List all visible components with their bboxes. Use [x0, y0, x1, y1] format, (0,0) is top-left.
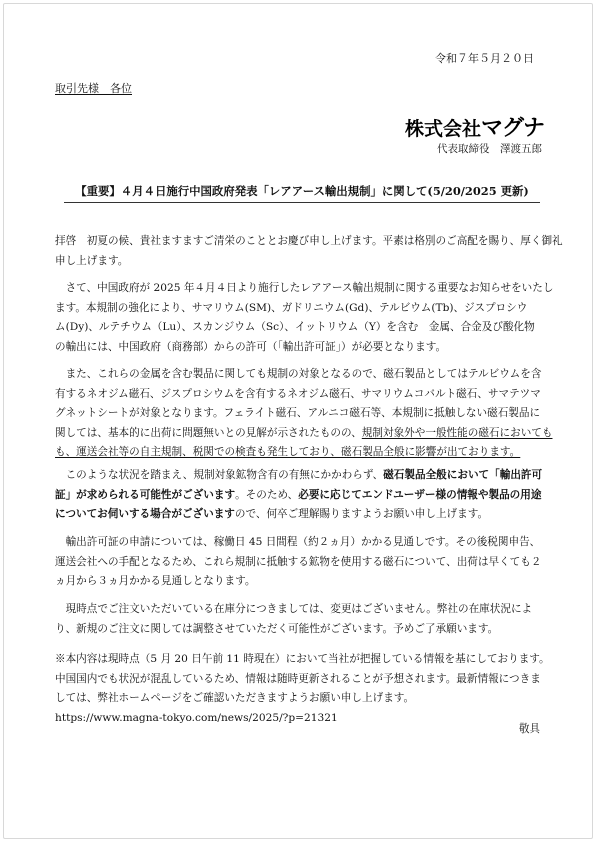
text-line: の輸出には、中国政府（商務部）からの許可（「輸出許可証」）が必要となります。: [55, 340, 447, 353]
bold-text: についてお伺いする場合がございます: [55, 508, 235, 520]
bold-text: 磁石製品全般において「輸出許可: [383, 469, 543, 481]
underlined-text: 規制対象外や一般性能の磁石においても: [361, 426, 553, 439]
text-segment: 。そのため、: [235, 488, 299, 501]
text-line: ※本内容は現時点（5 月 20 日午前 11 時現在）において当社が把握している情報を基にしております。: [55, 653, 550, 665]
text-line: 運送会社への手配となるため、これら規制に抵触する鉱物を使用する磁石について、出荷は早くても２: [55, 555, 542, 568]
text-line: り、新規のご注文に関しては調整させていただく可能性がございます。予めご了承願います。: [55, 622, 499, 635]
text-line: [55, 505, 545, 525]
representative: 代表取締役 澤渡五郎: [437, 143, 542, 155]
text-segment: このような状況を踏まえ、規制対象鉱物含有の有無にかかわらず、: [55, 469, 384, 481]
logo-name: マグナ: [480, 116, 544, 141]
text-line: 有するネオジム磁石、ジスプロシウムを含有するネオジム磁石、サマリウムコバルト磁石、サマテツマ: [55, 387, 541, 400]
text-line: [55, 466, 545, 486]
text-line: ム(Dy)、ルテチウム（Lu）、スカンジウム（Sc）、イットリウム（Y）を含む 金属、合金及び酸化物: [55, 321, 535, 333]
news-url-link[interactable]: https://www.magna-tokyo.com/news/2025/?p=21321: [55, 711, 338, 724]
text-segment: ので、何卒ご理解賜りますようお願い申し上げます。: [234, 508, 489, 520]
text-line: グネットシートが対象となります。フェライト磁石、アルニコ磁石等、本規制に抵触しない磁石製品に: [55, 407, 541, 419]
text-line: 現時点でご注文いただいている在庫分につきましては、変更はございません。弊社の在庫状況によ: [55, 603, 533, 615]
closing-remark: 敬具: [518, 723, 540, 735]
text-line: [55, 424, 553, 444]
text-line: ます。本規制の強化により、サマリウム(SM)、ガドリニウム(Gd)、テルビウム(Tb)、ジスプロシウ: [55, 301, 528, 314]
logo-prefix: 株式会社: [404, 118, 481, 140]
document-date: 令和７年５月２０日: [435, 52, 534, 65]
text-line: [55, 486, 545, 506]
text-line: また、これらの金属を含む製品に関しても規制の対象となるので、磁石製品としてはテルビウムを含: [55, 368, 542, 380]
paragraph-magnets: [55, 365, 553, 463]
paragraph-note: [55, 650, 550, 728]
underlined-line: も、運送会社等の自主規制、税関での検査も発生しており、磁石製品全般に影響が出ております。: [55, 446, 521, 458]
company-logo: [405, 111, 544, 142]
paragraph-regulation: [55, 279, 554, 357]
paragraph-export-permit: [55, 466, 545, 525]
text-line: ヵ月から３ヵ月かかる見通しとなります。: [55, 575, 256, 587]
bold-text: 必要に応じてエンドユーザー様の情報や製品の用途: [298, 488, 542, 501]
paragraph-greeting: [55, 232, 563, 271]
bold-text: 証」が求められる可能性がございます: [55, 488, 236, 501]
paragraph-lead-time: [55, 533, 545, 592]
text-segment: 関しては、基本的に出荷に問題無いとの見解が示されたものの、: [55, 426, 362, 439]
paragraph-stock: [55, 600, 545, 639]
text-line: 輸出許可証の申請については、稼働日 45 日間程（約２ヵ月）かかる見通しです。その後税関申告、: [55, 536, 541, 548]
text-line: 申し上げます。: [55, 254, 129, 267]
text-line: しては、弊社ホームページをご確認いただきますようお願い申し上げます。: [55, 692, 415, 704]
text-line: さて、中国政府が 2025 年４月４日より施行したレアアース輸出規制に関する重要なお知らせをいたし: [55, 282, 554, 294]
addressee: 取引先様 各位: [55, 82, 132, 95]
text-line: 拝啓 初夏の候、貴社ますますご清栄のこととお慶び申し上げます。平素は格別のご高配を賜り、厚く御礼: [55, 235, 563, 247]
document-title: 【重要】４月４日施行中国政府発表「レアアース輸出規制」に関して(5/20/2025 更新): [64, 183, 540, 203]
text-line: 中国国内でも状況が混乱しているため、情報は随時更新されることが予想されます。最新情報につきま: [55, 672, 541, 685]
